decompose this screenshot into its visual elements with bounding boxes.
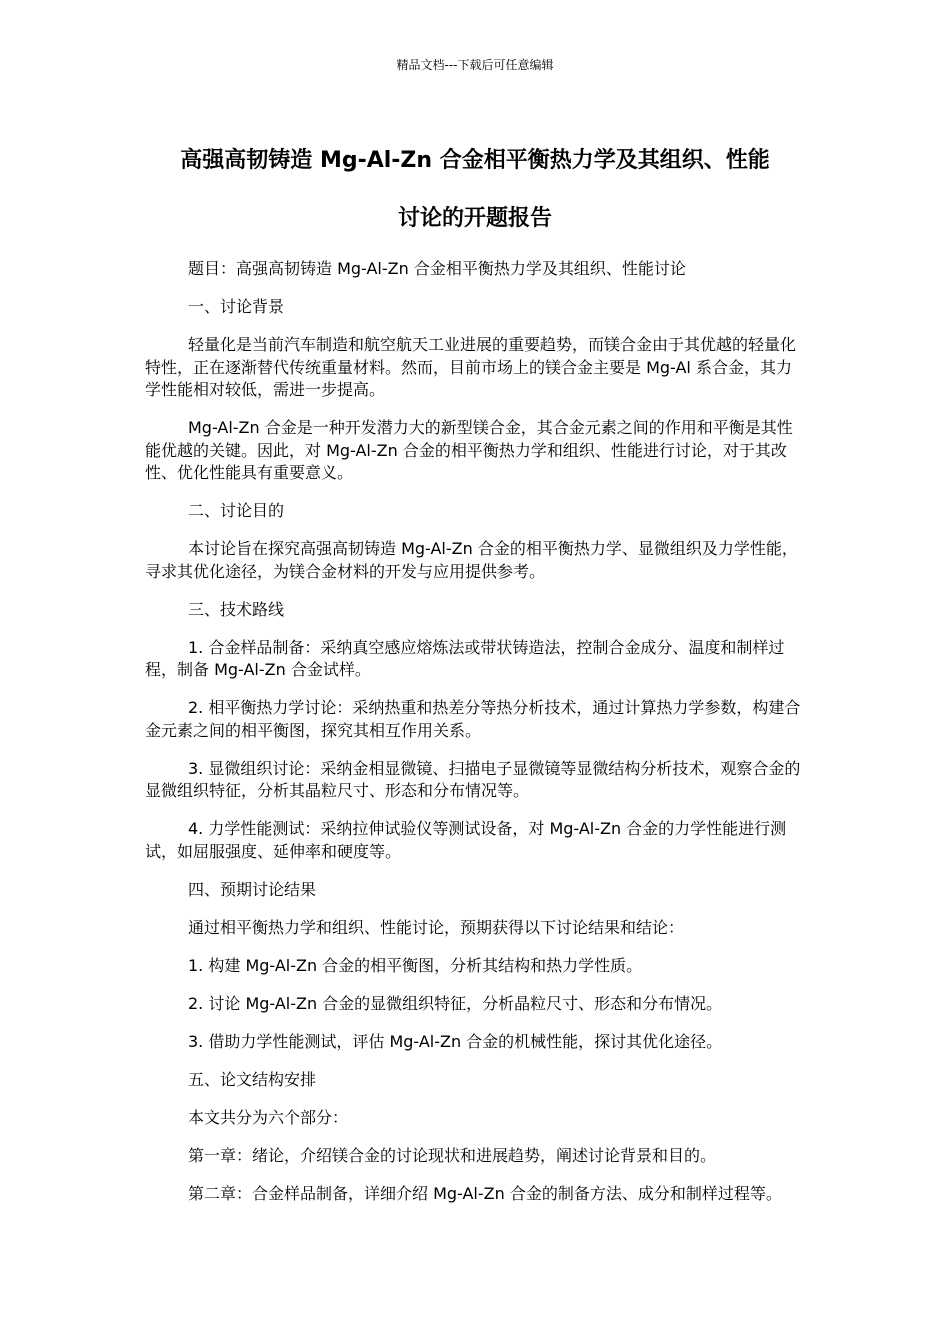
paragraph: 本讨论旨在探究高强高韧铸造 Mg-Al-Zn 合金的相平衡热力学、显微组织及力学性能，寻求其优化途径，为镁合金材料的开发与应用提供参考。	[145, 539, 798, 581]
page-header: 精品文档---下载后可任意编辑	[396, 58, 554, 72]
list-item: 1. 合金样品制备：采纳真空感应熔炼法或带状铸造法，控制合金成分、温度和制样过程，制备 Mg-Al-Zn 合金试样。	[145, 637, 785, 679]
topic-line: 题目：高强高韧铸造 Mg-Al-Zn 合金相平衡热力学及其组织、性能讨论	[188, 259, 686, 278]
document-body	[145, 258, 807, 1221]
list-item: 2. 相平衡热力学讨论：采纳热重和热差分等热分析技术，通过计算热力学参数，构建合金元素之间的相平衡图，探究其相互作用关系。	[145, 698, 801, 740]
title-line-1: 高强高韧铸造 Mg-Al-Zn 合金相平衡热力学及其组织、性能	[180, 148, 770, 173]
list-item: 3. 显微组织讨论：采纳金相显微镜、扫描电子显微镜等显微结构分析技术，观察合金的显微组织特征，分析其晶粒尺寸、形态和分布情况等。	[145, 758, 801, 800]
document-title	[140, 132, 810, 248]
title-line-2: 讨论的开题报告	[397, 206, 552, 231]
list-item: 第一章：绪论，介绍镁合金的讨论现状和进展趋势，阐述讨论背景和目的。	[188, 1145, 717, 1165]
list-item: 第二章：合金样品制备，详细介绍 Mg-Al-Zn 合金的制备方法、成分和制样过程等。	[188, 1183, 782, 1203]
section-heading-background: 一、讨论背景	[188, 297, 285, 316]
section-heading-expected-results: 四、预期讨论结果	[188, 879, 317, 899]
paragraph: Mg-Al-Zn 合金是一种开发潜力大的新型镁合金，其合金元素之间的作用和平衡是其性能优越的关键。因此，对 Mg-Al-Zn 合金的相平衡热力学和组织、性能进行讨论，对于其改性、优化性能具有重要意义。	[145, 418, 793, 482]
paragraph: 本文共分为六个部分：	[188, 1107, 349, 1127]
list-item: 2. 讨论 Mg-Al-Zn 合金的显微组织特征，分析晶粒尺寸、形态和分布情况。	[188, 993, 723, 1013]
paragraph: 通过相平衡热力学和组织、性能讨论，预期获得以下讨论结果和结论：	[188, 917, 685, 937]
paragraph: 轻量化是当前汽车制造和航空航天工业进展的重要趋势，而镁合金由于其优越的轻量化特性，正在逐渐替代传统重量材料。然而，目前市场上的镁合金主要是 Mg-Al 系合金，其力学性能相对较低，需进一步提高。	[145, 335, 797, 399]
section-heading-purpose: 二、讨论目的	[188, 501, 285, 520]
list-item: 1. 构建 Mg-Al-Zn 合金的相平衡图，分析其结构和热力学性质。	[188, 955, 643, 975]
section-heading-technical-route: 三、技术路线	[188, 599, 285, 619]
section-heading-thesis-structure: 五、论文结构安排	[188, 1069, 317, 1089]
list-item: 3. 借助力学性能测试，评估 Mg-Al-Zn 合金的机械性能，探讨其优化途径。	[188, 1031, 723, 1051]
list-item: 4. 力学性能测试：采纳拉伸试验仪等测试设备，对 Mg-Al-Zn 合金的力学性能进行测试，如屈服强度、延伸率和硬度等。	[145, 819, 787, 861]
